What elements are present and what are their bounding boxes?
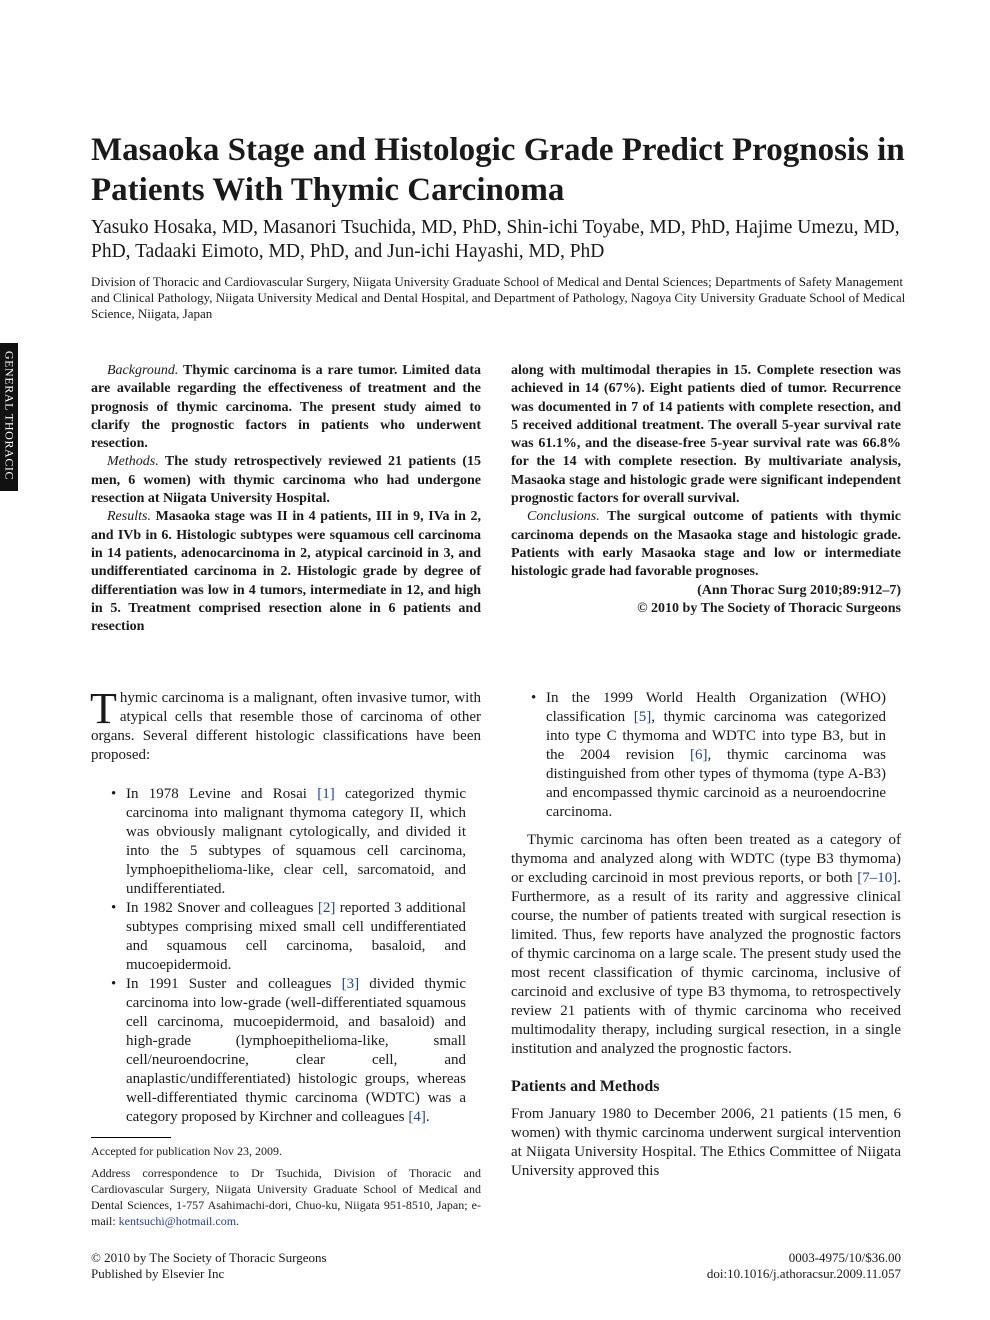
section-heading: Patients and Methods	[511, 1078, 660, 1095]
abstract-results: Results. Masaoka stage was II in 4 patients, III in 9, IVa in 2, and IVb in 6. Histologic subtypes were squamous cell carcinoma in 14 patients, adenocarcinoma in 2, atypical carcinoid in 3, and undifferentiated carcinoma in 2. Histologic grade by degree of differentiation was low in 4 tumors, intermediate in 12, and high in 5. Treatment comprised resection alone in 6 patients and resection	[91, 509, 481, 635]
author-list: Yasuko Hosaka, MD, Masanori Tsuchida, MD, PhD, Shin-ichi Toyabe, MD, PhD, Hajime Umezu, MD, PhD, Tadaaki Eimoto, MD, PhD, and Jun-ichi Hayashi, MD, PhD	[91, 217, 900, 262]
ref-link[interactable]: [3]	[341, 976, 360, 992]
footer-publisher: Published by Elsevier Inc	[91, 1265, 225, 1281]
ref-link[interactable]: [5]	[633, 709, 652, 725]
list-item: • In 1982 Snover and colleagues [2] reported 3 additional subtypes comprising mixed small cell undifferentiated and squamous cell carcinoma, basaloid, and mucoepidermoid.	[126, 899, 466, 975]
article-title: Masaoka Stage and Histologic Grade Predict Prognosis in Patients With Thymic Carcinoma	[91, 132, 905, 208]
ref-link[interactable]: [1]	[317, 786, 335, 802]
section-tab	[0, 343, 18, 491]
list-item: • In 1978 Levine and Rosai [1] categorized thymic carcinoma into malignant thymoma category II, which was obviously malignant cytologically, and divided it into the 5 subtypes of squamous cell carcinoma, lymphoepithelioma-like, clear cell, sarcomatoid, and undifferentiated.	[126, 785, 466, 899]
footer-doi: doi:10.1016/j.athoracsur.2009.11.057	[706, 1265, 901, 1281]
abstract-results-cont: along with multimodal therapies in 15. Complete resection was achieved in 14 (67%). Eight patients died of tumor. Recurrence was documented in 7 of 14 patients with complete resection, and 5 received additional treatment. The overall 5-year survival rate was 61.1%, and the disease-free 5-year survival rate was 66.8% for the 14 with complete resection. By multivariate analysis, Masaoka stage and histologic grade were significant independent prognostic factors for overall survival.	[511, 363, 901, 507]
body-paragraph: Thymic carcinoma has often been treated as a category of thymoma and analyzed along with WDTC (type B3 thymoma) or excluding carcinoid in most previous reports, or both [7–10]. Furthermore, as a result of its rarity and aggressive clinical course, the number of patients treated with surgical resection is limited. Thus, few reports have analyzed the prognostic factors of thymic carcinoma on a large scale. The present study used the most recent classification of thymic carcinoma, inclusive of carcinoid and exclusive of type B3 thymoma, to retrospectively review 21 patients with of thymic carcinoma who received multimodality therapy, including surgical resection, in a single institution and analyzed the prognostic factors.	[511, 832, 901, 1057]
abstract-conclusions: Conclusions. The surgical outcome of patients with thymic carcinoma depends on the Masaoka stage and histologic grade. Patients with early Masaoka stage and low or intermediate histologic grade had favorable prognoses.	[511, 509, 901, 580]
abstract-background: Background. Thymic carcinoma is a rare tumor. Limited data are available regarding the effectiveness of treatment and the prognosis of thymic carcinoma. The present study aimed to clarify the prognostic factors in patients who underwent resection.	[91, 363, 481, 452]
section-tab-label: GENERAL THORACIC	[2, 350, 17, 481]
footnote-accepted: Accepted for publication Nov 23, 2009.	[91, 1144, 282, 1158]
body-paragraph: From January 1980 to December 2006, 21 patients (15 men, 6 women) with thymic carcinoma underwent surgical intervention at Niigata University Hospital. The Ethics Committee of Niigata University approved this	[511, 1106, 901, 1179]
affiliations: Division of Thoracic and Cardiovascular Surgery, Niigata University Graduate School of Medical and Dental Sciences; Departments of Safety Management and Clinical Pathology, Niigata University Medical and Dental Hospital, and Department of Pathology, Nagoya City University Graduate School of Medical Science, Niigata, Japan	[91, 274, 906, 321]
classification-list-cont	[511, 689, 886, 822]
footer-copyright: © 2010 by The Society of Thoracic Surgeons	[91, 1250, 327, 1265]
abstract-right	[511, 362, 901, 618]
body-right-column	[511, 689, 901, 1181]
journal-citation: (Ann Thorac Surg 2010;89:912–7)	[697, 582, 901, 598]
footer-issn: 0003-4975/10/$36.00	[788, 1250, 901, 1265]
drop-cap: T	[90, 684, 117, 733]
footer-left	[91, 1250, 327, 1281]
abstract-copyright: © 2010 by The Society of Thoracic Surgeons	[637, 600, 901, 616]
ref-link[interactable]: [2]	[317, 900, 336, 916]
email-link[interactable]: kentsuchi@hotmail.com	[118, 1214, 237, 1228]
abstract-left	[91, 362, 481, 636]
ref-link[interactable]: [6]	[689, 747, 708, 763]
list-item: • In 1991 Suster and colleagues [3] divided thymic carcinoma into low-grade (well-differentiated squamous cell carcinoma, mucoepidermoid, and basaloid) and high-grade (lymphoepithelioma-like, small cell/neuroendocrine, clear cell, and anaplastic/undifferentiated) histologic groups, whereas well-differentiated thymic carcinoma (WDTC) was a category proposed by Kirchner and colleagues [4].	[126, 975, 466, 1127]
ref-link[interactable]: [7–10]	[857, 870, 898, 886]
abstract-methods: Methods. The study retrospectively reviewed 21 patients (15 men, 6 women) with thymic carcinoma who had undergone resection at Niigata University Hospital.	[91, 454, 481, 507]
classification-list	[91, 785, 466, 1127]
footnote-address: Address correspondence to Dr Tsuchida, Division of Thoracic and Cardiovascular Surgery, Niigata University Graduate School of Medical and Dental Sciences, 1-757 Asahimachi-dori, Chuo-ku, Niigata 951-8510, Japan; e-mail: kentsuchi@hotmail.com.	[91, 1166, 481, 1228]
intro-paragraph: Thymic carcinoma is a malignant, often invasive tumor, with atypical cells that resemble those of carcinoma of other organs. Several different histologic classifications have been proposed:	[90, 684, 481, 763]
body-left-column	[90, 684, 481, 1127]
ref-link[interactable]: [4]	[408, 1109, 426, 1125]
footnote-divider	[91, 1137, 171, 1138]
footer-right	[707, 1250, 901, 1281]
list-item: • In the 1999 World Health Organization (WHO) classification [5], thymic carcinoma was categorized into type C thymoma and WDTC into type B3, but in the 2004 revision [6], thymic carcinoma was distinguished from other types of thymoma (type A-B3) and encompassed thymic carcinoid as a neuroendocrine carcinoma.	[546, 689, 886, 822]
